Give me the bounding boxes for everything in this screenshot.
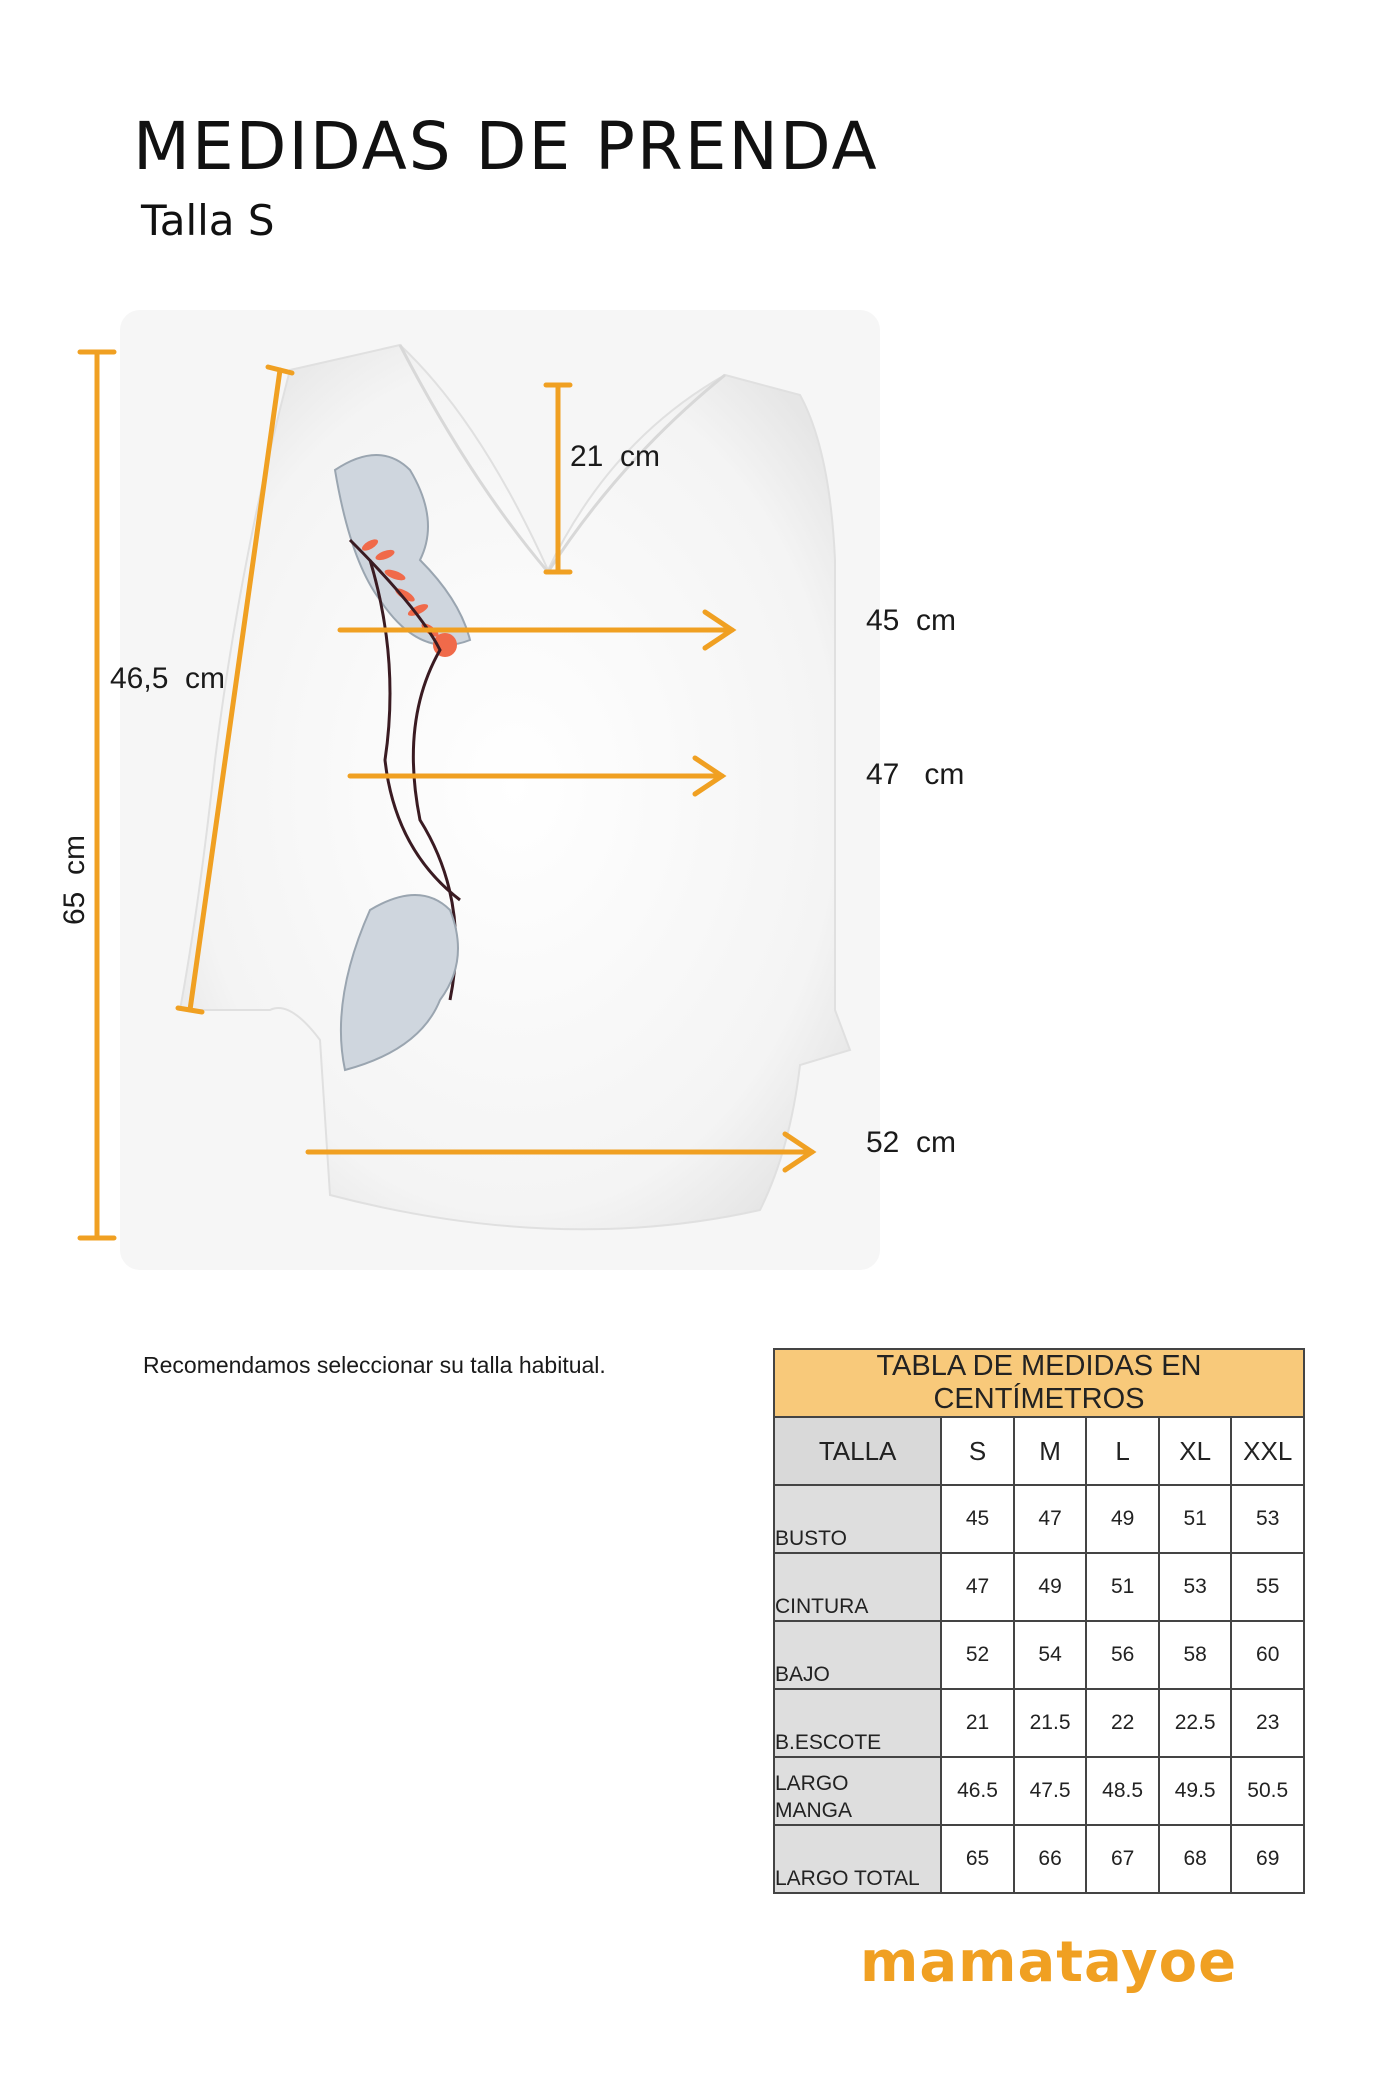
size-table-caption: TABLA DE MEDIDAS EN CENTÍMETROS — [774, 1349, 1304, 1417]
table-cell: 51 — [1159, 1485, 1232, 1553]
table-row — [774, 1825, 1304, 1893]
size-column-header: XL — [1159, 1417, 1232, 1485]
table-cell: 47.5 — [1014, 1757, 1087, 1825]
size-column-header: M — [1014, 1417, 1087, 1485]
table-cell: 49 — [1014, 1553, 1087, 1621]
size-column-header: L — [1086, 1417, 1159, 1485]
table-cell: 22.5 — [1159, 1689, 1232, 1757]
table-cell: 54 — [1014, 1621, 1087, 1689]
table-cell: 65 — [941, 1825, 1014, 1893]
table-cell: 53 — [1231, 1485, 1304, 1553]
table-cell: 49.5 — [1159, 1757, 1232, 1825]
page-title: MEDIDAS DE PRENDA — [133, 108, 879, 185]
row-label: LARGO TOTAL — [774, 1825, 941, 1893]
table-cell: 21.5 — [1014, 1689, 1087, 1757]
table-row — [774, 1757, 1304, 1825]
neckline-measurement: 21 cm — [570, 440, 661, 473]
table-cell: 68 — [1159, 1825, 1232, 1893]
table-cell: 47 — [941, 1553, 1014, 1621]
table-cell: 46.5 — [941, 1757, 1014, 1825]
table-row — [774, 1485, 1304, 1553]
size-table — [773, 1348, 1305, 1894]
table-cell: 22 — [1086, 1689, 1159, 1757]
size-column-header: XXL — [1231, 1417, 1304, 1485]
bust-measurement: 45 cm — [866, 604, 957, 637]
table-cell: 47 — [1014, 1485, 1087, 1553]
table-cell: 45 — [941, 1485, 1014, 1553]
waist-measurement: 47 cm — [866, 758, 965, 791]
table-cell: 69 — [1231, 1825, 1304, 1893]
table-row — [774, 1621, 1304, 1689]
table-cell: 58 — [1159, 1621, 1232, 1689]
table-cell: 48.5 — [1086, 1757, 1159, 1825]
size-recommendation: Recomendamos seleccionar su talla habitual. — [143, 1352, 606, 1378]
table-row — [774, 1689, 1304, 1757]
size-column-header: S — [941, 1417, 1014, 1485]
row-label: CINTURA — [774, 1553, 941, 1621]
brand-logo: mamatayoe — [860, 1930, 1238, 1995]
table-cell: 66 — [1014, 1825, 1087, 1893]
size-table-header-label: TALLA — [774, 1417, 941, 1485]
row-label: LARGO MANGA — [774, 1757, 941, 1825]
total-length-measurement: 65 cm — [58, 834, 91, 925]
hem-measurement: 52 cm — [866, 1126, 957, 1159]
table-cell: 56 — [1086, 1621, 1159, 1689]
table-cell: 21 — [941, 1689, 1014, 1757]
sleeve-measurement: 46,5 cm — [110, 662, 226, 695]
row-label: B.ESCOTE — [774, 1689, 941, 1757]
table-cell: 55 — [1231, 1553, 1304, 1621]
row-label: BUSTO — [774, 1485, 941, 1553]
table-cell: 51 — [1086, 1553, 1159, 1621]
table-cell: 50.5 — [1231, 1757, 1304, 1825]
size-subtitle: Talla S — [141, 196, 275, 245]
table-row — [774, 1553, 1304, 1621]
row-label: BAJO — [774, 1621, 941, 1689]
table-cell: 49 — [1086, 1485, 1159, 1553]
table-cell: 53 — [1159, 1553, 1232, 1621]
table-cell: 60 — [1231, 1621, 1304, 1689]
table-cell: 52 — [941, 1621, 1014, 1689]
table-cell: 23 — [1231, 1689, 1304, 1757]
table-cell: 67 — [1086, 1825, 1159, 1893]
